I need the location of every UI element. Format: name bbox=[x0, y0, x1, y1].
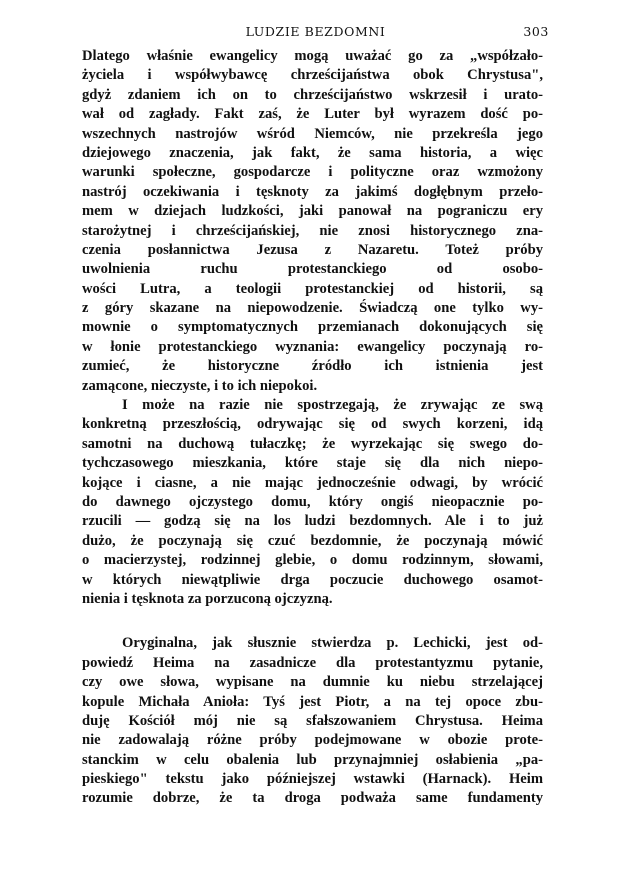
text-line: Oryginalna, jak słusznie stwierdza p. Lechicki, jest od- bbox=[122, 635, 543, 652]
text-line: wszechnych nastrojów wśród Niemców, nie przekreśla jego bbox=[82, 125, 543, 142]
text-line: tychczasowego mieszkania, które staje się dla nich niepo- bbox=[82, 455, 543, 472]
body-text bbox=[82, 47, 543, 809]
text-line: duję Kościół mój nie są sfałszowaniem Chrystusa. Heima bbox=[82, 712, 543, 729]
text-line: czenia posłannictwa Jezusa z Nazaretu. Toteż próby bbox=[82, 241, 543, 258]
text-line: do dawnego ojczystego domu, który ongiś nieopacznie po- bbox=[82, 493, 543, 510]
text-line: mem w dziejach ludzkości, jaki panował na pograniczu ery bbox=[82, 203, 543, 220]
text-line: nastrój oczekiwania i tęsknoty za jakimś dogłębnym przeło- bbox=[82, 183, 543, 200]
text-line: wości Lutra, a teologii protestanckiej od historii, są bbox=[82, 280, 543, 297]
text-line: konkretną przeszłością, odrywając się od swych korzeni, idą bbox=[82, 416, 543, 433]
text-line: warunki społeczne, gospodarcze i polityczne oraz wzmożony bbox=[82, 164, 543, 181]
page-header bbox=[82, 24, 549, 44]
text-line: I może na razie nie spostrzegają, że zrywając ze swą bbox=[122, 397, 543, 414]
text-line: zamącone, nieczyste, i to ich niepokoi. bbox=[82, 377, 318, 394]
text-line: samotni na duchową tułaczkę; że wyrzekając się swego do- bbox=[82, 435, 543, 452]
text-line: w łonie protestanckiego wyznania: ewangelicy poczynają ro- bbox=[82, 338, 543, 355]
text-line: pieskiego" tekstu jako późniejszej wstawki (Harnack). Heim bbox=[82, 771, 543, 788]
text-line: życiela i współwybawcę chrześcijaństwa obok Chrystusa", bbox=[82, 67, 543, 84]
text-line: czy owe słowa, wypisane na dumnie ku niebu strzelającej bbox=[82, 674, 543, 691]
text-line: zumieć, że historyczne źródło ich istnienia jest bbox=[82, 358, 543, 375]
text-line: gdyż zdaniem ich on to chrześcijaństwo wskrzesił i urato- bbox=[82, 86, 543, 103]
text-line: starożytnej i chrześcijańskiej, nie znosi historycznego zna- bbox=[82, 222, 543, 239]
text-line: kopule Michała Anioła: Tyś jest Piotr, a na tej opoce zbu- bbox=[82, 693, 543, 710]
text-line: rzucili — godzą się na los ludzi bezdomnych. Ale i to już bbox=[82, 513, 543, 530]
text-line: dużo, że poczynają się czuć bezdomnie, że poczynają mówić bbox=[82, 532, 543, 549]
text-line: z góry skazane na niepowodzenie. Świadczą one tylko wy- bbox=[82, 300, 543, 317]
text-line: nie zadowalają różne próby podejmowane w obozie prote- bbox=[82, 732, 543, 749]
text-line: mownie o symptomatycznych przemianach dokonujących się bbox=[82, 319, 543, 336]
text-line: powiedź Heima na zasadnicze dla protestantyzmu pytanie, bbox=[82, 654, 543, 671]
text-line: Dlatego właśnie ewangelicy mogą uważać go za „współzało- bbox=[82, 48, 543, 64]
text-line: w których niewątpliwie drga poczucie duchowego osamot- bbox=[82, 571, 543, 588]
text-line: stanckim w celu obalenia lub przynajmniej osłabienia „pa- bbox=[82, 751, 543, 768]
text-line: dziejowego znaczenia, jak fakt, że sama historia, a więc bbox=[82, 144, 543, 161]
text-line: rozumie dobrze, że ta droga podważa same fundamenty bbox=[82, 790, 543, 807]
page-number: 303 bbox=[523, 24, 549, 39]
text-line: wał od zagłady. Fakt zaś, że Luter był wyrazem dość po- bbox=[82, 106, 543, 123]
text-line: kojące i ciasne, a nie mając jednocześnie odwagi, by wrócić bbox=[82, 474, 543, 491]
text-line: uwolnienia ruchu protestanckiego od osobo- bbox=[82, 261, 543, 278]
text-line: nienia i tęsknota za porzuconą ojczyzną. bbox=[82, 590, 333, 607]
text-line: o macierzystej, rodzinnej glebie, o domu rodzinnym, słowami, bbox=[82, 552, 543, 569]
running-title: LUDZIE BEZDOMNI bbox=[245, 24, 386, 39]
